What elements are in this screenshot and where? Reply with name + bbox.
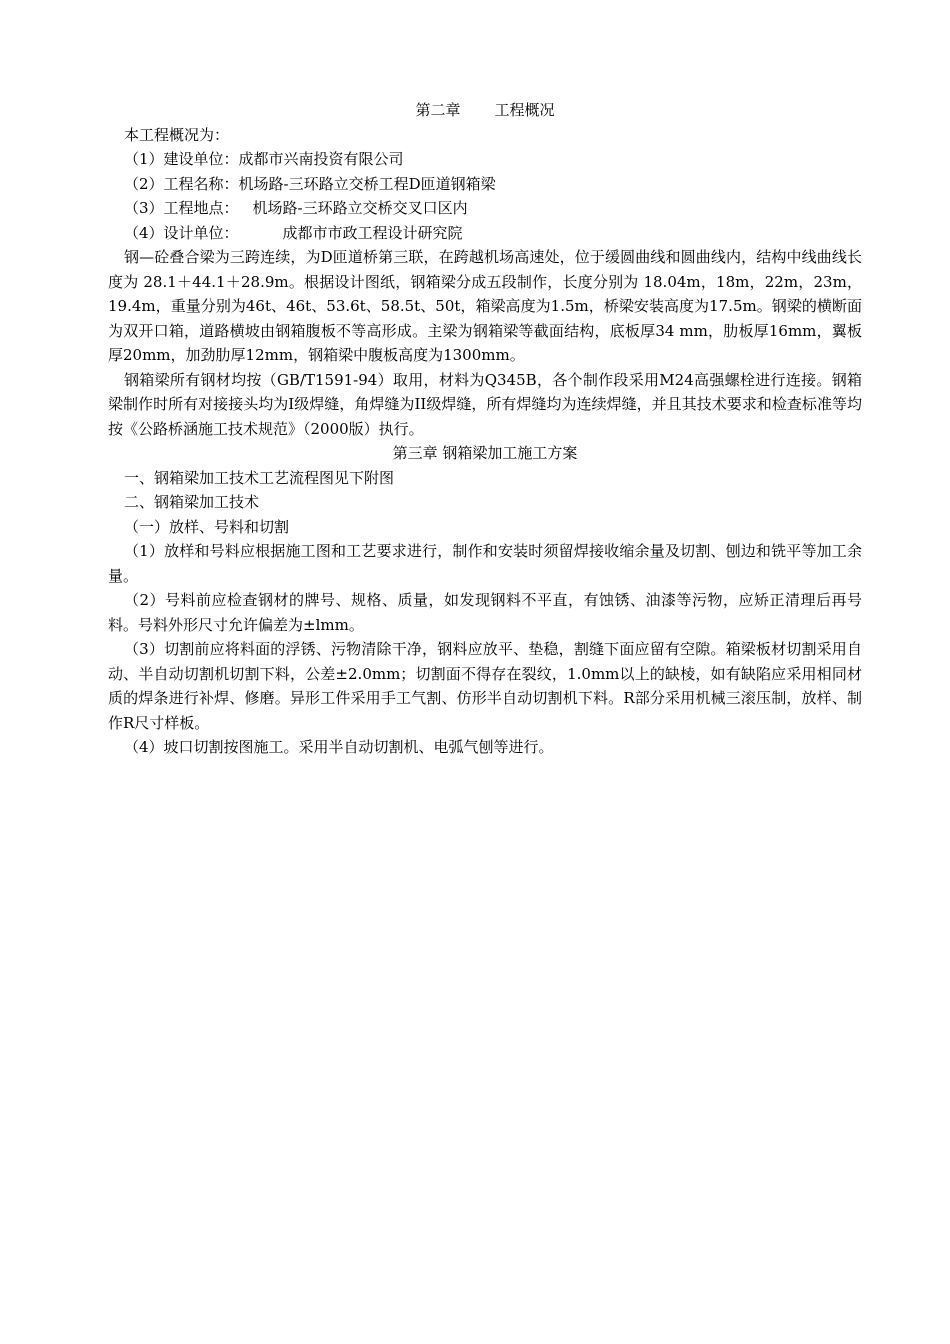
paragraph-structure: 钢—砼叠合梁为三跨连续，为D匝道桥第三联，在跨越机场高速处，位于缓圆曲线和圆曲线内，结构中线曲线长度为 28.1＋44.1＋28.9m。根据设计图纸，钢箱梁分成五段制作，长度分别为 18.04m，18m，22m，23m，19.4m，重量分别为46t、46t、53.6t、58.5t、50t，箱梁高度为1.5m，桥梁安装高度为17.5m。钢梁的横断面为双开口箱，道路横坡由钢箱腹板不等高形成。主梁为钢箱梁等截面结构，底板厚34 mm，肋板厚16mm，翼板厚20mm，加劲肋厚12mm，钢箱梁中腹板高度为1300mm。	[108, 248, 862, 364]
section-heading-1: 一、钢箱梁加工技术工艺流程图见下附图	[124, 468, 395, 487]
info-value: 机场路-三环路立交桥工程D匝道钢箱梁	[238, 174, 496, 193]
paragraph-layout-marking: （1）放样和号料应根据施工图和工艺要求进行，制作和安装时须留焊接收缩余量及切割、刨边和铣平等加工余量。	[108, 542, 862, 585]
info-item-designer	[108, 221, 862, 246]
info-value: 机场路-三环路立交桥交叉口区内	[252, 199, 468, 217]
section-heading-2: 二、钢箱梁加工技术	[124, 493, 260, 511]
chapter-2-number: 第二章	[415, 101, 461, 119]
document-page	[108, 98, 862, 760]
paragraph-marking-check: （2）号料前应检查钢材的牌号、规格、质量，如发现钢料不平直，有蚀锈、油漆等污物，应矫正清理后再号料。号料外形尺寸允许偏差为±lmm。	[108, 591, 862, 634]
info-item-location	[108, 196, 862, 221]
info-label: （2）工程名称：	[124, 174, 239, 193]
info-item-client	[108, 147, 862, 172]
chapter-3-heading: 第三章 钢箱梁加工施工方案	[392, 444, 578, 462]
subsection-heading-1: （一）放样、号料和切割	[124, 517, 290, 536]
paragraph-cutting: （3）切割前应将料面的浮锈、污物清除干净，钢料应放平、垫稳，割缝下面应留有空隙。箱梁板材切割采用自动、半自动切割机切割下料，公差±2.0mm；切割面不得存在裂纹，1.0mm以上的缺棱，如有缺陷应采用相同材质的焊条进行补焊、修磨。异形工件采用手工气割、仿形半自动切割机下料。R部分采用机械三滚压制，放样、制作R尺寸样板。	[108, 640, 862, 732]
info-item-project-name	[108, 172, 862, 197]
paragraph-bevel-cutting: （4）坡口切割按图施工。采用半自动切割机、电弧气刨等进行。	[124, 738, 554, 756]
paragraph-materials: 钢箱梁所有钢材均按（GB/T1591-94）取用，材料为Q345B，各个制作段采用M24高强螺栓进行连接。钢箱梁制作时所有对接接头均为I级焊缝，角焊缝为II级焊缝，所有焊缝均为连续焊缝，并且其技术要求和检查标准等均按《公路桥涵施工技术规范》（2000版）执行。	[108, 370, 862, 438]
info-label: （3）工程地点：	[124, 199, 239, 217]
info-label: （4）设计单位：	[124, 223, 239, 242]
chapter-2-heading	[108, 98, 862, 123]
chapter-2-title: 工程概况	[494, 101, 555, 119]
overview-intro: 本工程概况为：	[124, 125, 230, 144]
info-label: （1）建设单位：	[124, 150, 239, 168]
info-value: 成都市兴南投资有限公司	[238, 150, 404, 168]
info-value: 成都市市政工程设计研究院	[282, 223, 463, 242]
